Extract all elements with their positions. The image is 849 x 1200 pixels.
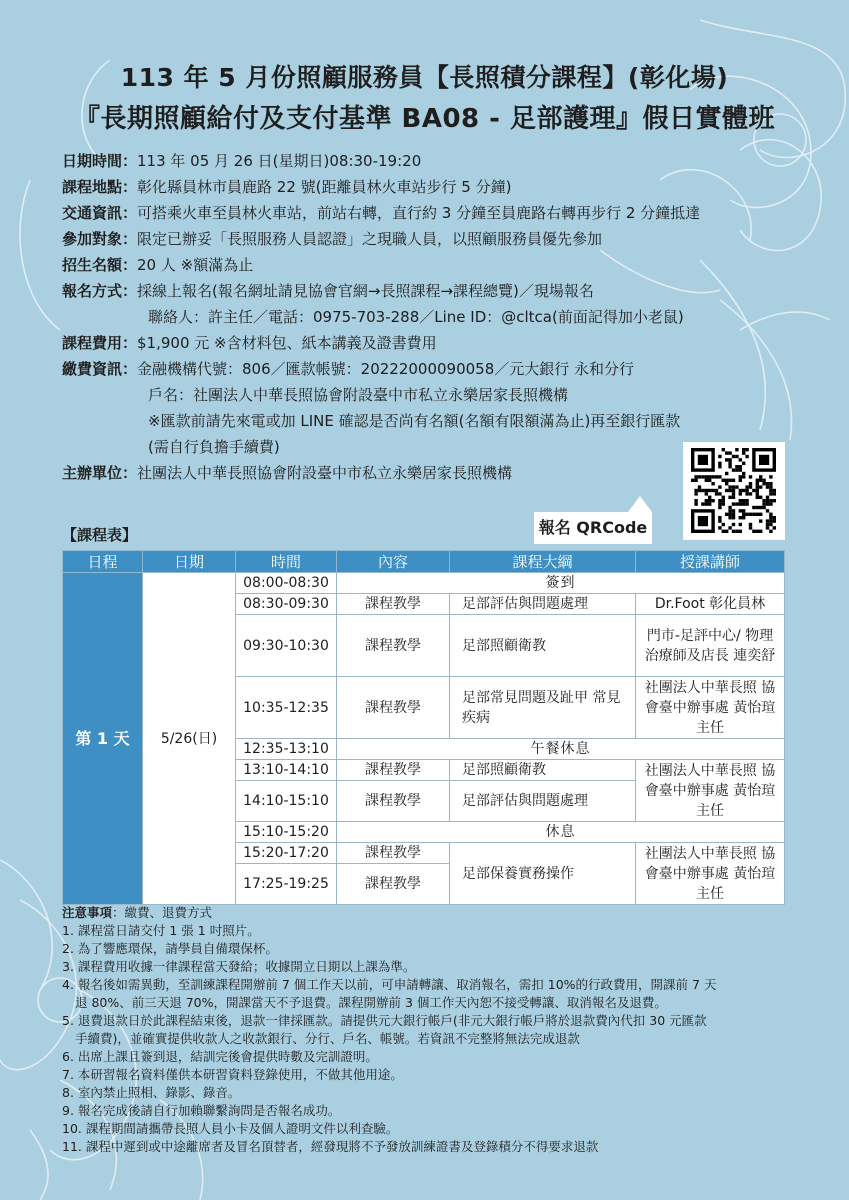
- note-item: 1. 課程當日請交付 1 張 1 吋照片。: [62, 923, 260, 938]
- span-cell: 簽到: [337, 573, 785, 594]
- date-cell: 5/26(日): [143, 573, 236, 905]
- header-day: 日程: [63, 551, 143, 573]
- info-payment-label: 繳費資訊：: [62, 360, 138, 378]
- info-payment-note1: ※匯款前請先來電或加 LINE 確認是否尚有名額(名額有限額滿為止)再至銀行匯款: [148, 412, 681, 430]
- outline-cell: 足部照顧衛教: [450, 760, 636, 781]
- info-transport-label: 交通資訊：: [62, 204, 138, 222]
- notes-heading-sub: ：繳費、退費方式: [112, 905, 213, 920]
- header-outline: 課程大綱: [450, 551, 636, 573]
- schedule-table: [62, 550, 785, 905]
- info-location-label: 課程地點：: [62, 178, 138, 196]
- schedule-header-row: [63, 551, 785, 573]
- note-item: 9. 報名完成後請自行加賴聯繫詢問是否報名成功。: [62, 1103, 341, 1118]
- info-audience-value: 限定已辦妥「長照服務人員認證」之現職人員，以照顧服務員優先參加: [137, 230, 603, 248]
- note-item: 5. 退費退款日於此課程結束後，退款一律採匯款。請提供元大銀行帳戶(非元大銀行帳戶將於退款費內代扣 30 元匯款: [62, 1013, 707, 1028]
- qr-label: 報名 QRCode: [534, 512, 652, 544]
- notes-section: [62, 904, 802, 1156]
- day-cell: 第 1 天: [63, 573, 143, 905]
- teacher-cell: 門市-足評中心/ 物理治療師及店長 連奕舒: [636, 615, 785, 677]
- content-cell: 課程教學: [337, 594, 450, 615]
- info-signup-value: 採線上報名(報名網址請見協會官網→長照課程→課程總覽)／現場報名: [137, 282, 594, 300]
- time-cell: 10:35-12:35: [236, 677, 337, 739]
- info-account-name: 戶名：社團法人中華長照協會附設臺中市私立永樂居家長照機構: [148, 386, 569, 404]
- teacher-cell: 社團法人中華長照 協會臺中辦事處 黃怡瑄主任: [636, 760, 785, 822]
- note-item: 2. 為了響應環保，請學員自備環保杯。: [62, 941, 278, 956]
- content-cell: 課程教學: [337, 781, 450, 822]
- qr-code[interactable]: [683, 442, 785, 540]
- note-item: 11. 課程中遲到或中途離席者及冒名頂替者，經發現將不予發放訓練證書及登錄積分不得要求退款: [62, 1139, 599, 1154]
- info-payment: [62, 358, 802, 380]
- time-cell: 15:10-15:20: [236, 822, 337, 843]
- time-cell: 08:00-08:30: [236, 573, 337, 594]
- schedule-label: 【課程表】: [62, 526, 138, 544]
- note-item: 10. 課程期間請攜帶長照人員小卡及個人證明文件以利查驗。: [62, 1121, 399, 1136]
- content-cell: 課程教學: [337, 615, 450, 677]
- info-date-label: 日期時間：: [62, 152, 138, 170]
- info-organizer-value: 社團法人中華長照協會附設臺中市私立永樂居家長照機構: [137, 464, 513, 482]
- time-cell: 09:30-10:30: [236, 615, 337, 677]
- content-cell: 課程教學: [337, 843, 450, 864]
- note-item: 6. 出席上課且簽到退，結訓完後會提供時數及完訓證明。: [62, 1049, 378, 1064]
- info-audience-label: 參加對象：: [62, 230, 138, 248]
- qr-code-icon: [683, 442, 785, 540]
- content-cell: 課程教學: [337, 864, 450, 905]
- time-cell: 08:30-09:30: [236, 594, 337, 615]
- header-time: 時間: [236, 551, 337, 573]
- note-item-continuation: 手續費)，並確實提供收款人之收款銀行、分行、戶名、帳號。若資訊不完整將無法完成退款: [75, 1031, 580, 1046]
- info-signup: [62, 280, 802, 302]
- table-row: [63, 573, 785, 594]
- page-title-line2: 『長期照顧給付及支付基準 BA08 - 足部護理』假日實體班: [73, 104, 776, 134]
- outline-cell: 足部照顧衛教: [450, 615, 636, 677]
- outline-cell: 足部評估與問題處理: [450, 594, 636, 615]
- teacher-cell: Dr.Foot 彰化員林: [636, 594, 785, 615]
- qr-label-pointer: [628, 496, 652, 512]
- outline-cell: 足部常見問題及趾甲 常見疾病: [450, 677, 636, 739]
- info-quota-label: 招生名額：: [62, 256, 138, 274]
- notes-heading-title: 注意事項: [62, 905, 113, 920]
- time-cell: 12:35-13:10: [236, 739, 337, 760]
- info-date-value: 113 年 05 月 26 日(星期日)08:30-19:20: [137, 152, 422, 170]
- info-signup-label: 報名方式：: [62, 282, 138, 300]
- outline-cell: 足部保養實務操作: [450, 843, 636, 905]
- info-fee: [62, 332, 802, 354]
- info-quota: [62, 254, 802, 276]
- header-content: 內容: [337, 551, 450, 573]
- time-cell: 13:10-14:10: [236, 760, 337, 781]
- course-info: [62, 150, 802, 488]
- info-quota-value: 20 人 ※額滿為止: [137, 256, 254, 274]
- info-transport-value: 可搭乘火車至員林火車站，前站右轉，直行約 3 分鐘至員鹿路右轉再步行 2 分鐘抵達: [137, 204, 701, 222]
- header-date: 日期: [143, 551, 236, 573]
- span-cell: 午餐休息: [337, 739, 785, 760]
- info-payment-value: 金融機構代號：806／匯款帳號：20222000090058／元大銀行 永和分行: [137, 360, 635, 378]
- content-cell: 課程教學: [337, 677, 450, 739]
- time-cell: 17:25-19:25: [236, 864, 337, 905]
- span-cell: 休息: [337, 822, 785, 843]
- teacher-cell: 社團法人中華長照 協會臺中辦事處 黃怡瑄主任: [636, 843, 785, 905]
- info-fee-value: $1,900 元 ※含材料包、紙本講義及證書費用: [137, 334, 437, 352]
- info-location: [62, 176, 802, 198]
- info-transport: [62, 202, 802, 224]
- info-date: [62, 150, 802, 172]
- outline-cell: 足部評估與問題處理: [450, 781, 636, 822]
- header-teacher: 授課講師: [636, 551, 785, 573]
- note-item: 8. 室內禁止照相、錄影、錄音。: [62, 1085, 241, 1100]
- teacher-cell: 社團法人中華長照 協會臺中辦事處 黃怡瑄主任: [636, 677, 785, 739]
- note-item: 7. 本研習報名資料僅供本研習資料登錄使用，不做其他用途。: [62, 1067, 403, 1082]
- page-title-line1: 113 年 5 月份照顧服務員【長照積分課程】(彰化場): [120, 63, 729, 92]
- note-item-continuation: 退 80%、前三天退 70%，開課當天不予退費。課程開辦前 3 個工作天內恕不接受轉讓、取消報名及退費。: [75, 995, 667, 1010]
- time-cell: 15:20-17:20: [236, 843, 337, 864]
- note-item: 3. 課程費用收據一律課程當天發給；收據開立日期以上課為準。: [62, 959, 416, 974]
- note-item: 4. 報名後如需異動，至訓練課程開辦前 7 個工作天以前，可申請轉讓、取消報名，需扣 10%的行政費用，開課前 7 天: [62, 977, 717, 992]
- time-cell: 14:10-15:10: [236, 781, 337, 822]
- info-audience: [62, 228, 802, 250]
- info-contact: 聯絡人：許主任／電話：0975-703-288／Line ID：@cltca(前面記得加小老鼠): [148, 308, 684, 326]
- info-organizer-label: 主辦單位：: [62, 464, 138, 482]
- notes-heading: [62, 904, 802, 922]
- info-fee-label: 課程費用：: [62, 334, 138, 352]
- content-cell: 課程教學: [337, 760, 450, 781]
- info-payment-note2: (需自行負擔手續費): [148, 438, 280, 456]
- info-location-value: 彰化縣員林市員鹿路 22 號(距離員林火車站步行 5 分鐘): [137, 178, 512, 196]
